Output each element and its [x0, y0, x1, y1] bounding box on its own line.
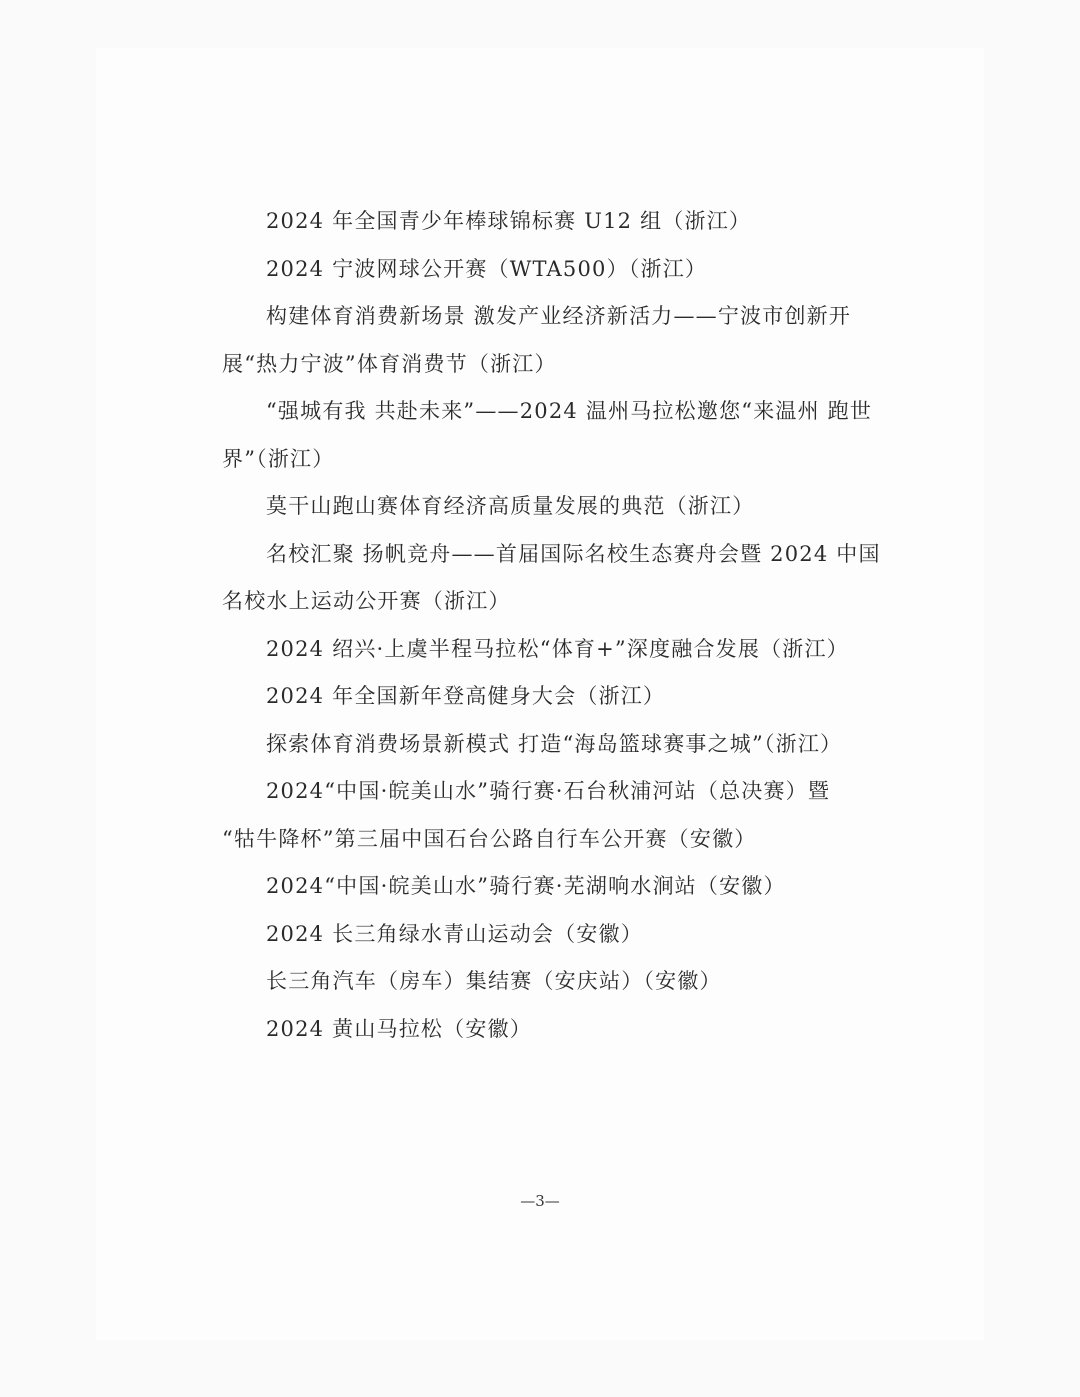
entry-line: 名校汇聚 扬帆竞舟——首届国际名校生态赛舟会暨 2024 中国: [266, 541, 881, 566]
list-item: [222, 958, 872, 1006]
entry-line: 2024 绍兴·上虞半程马拉松“体育+”深度融合发展（浙江）: [266, 636, 849, 661]
list-item: [222, 198, 872, 246]
list-item: [222, 483, 872, 531]
list-item: [222, 388, 872, 483]
entry-line: 构建体育消费新场景 激发产业经济新活力——宁波市创新开: [266, 304, 852, 328]
entry-line: 2024 长三角绿水青山运动会（安徽）: [266, 921, 643, 946]
page-number: —3—: [520, 1192, 560, 1210]
entry-line: 2024 年全国新年登高健身大会（浙江）: [266, 684, 666, 708]
entry-line: 2024 黄山马拉松（安徽）: [266, 1016, 532, 1041]
list-item: [222, 911, 872, 959]
list-item: [222, 673, 872, 721]
entry-line: 2024“中国·皖美山水”骑行赛·芜湖响水涧站（安徽）: [266, 874, 786, 898]
entry-continuation-line: “牯牛降杯”第三届中国石台公路自行车公开赛（安徽）: [222, 826, 757, 851]
entry-continuation-line: 界”（浙江）: [222, 446, 335, 471]
list-item: [222, 863, 872, 911]
list-item: [222, 721, 872, 769]
entry-line: 2024 年全国青少年棒球锦标赛 U12 组（浙江）: [266, 209, 752, 233]
list-item: [222, 626, 872, 674]
list-item: [222, 531, 881, 626]
entry-line: 长三角汽车（房车）集结赛（安庆站）（安徽）: [266, 969, 722, 993]
list-item: [222, 1006, 872, 1054]
event-list: [222, 198, 881, 1053]
entry-line: 莫干山跑山赛体育经济高质量发展的典范（浙江）: [266, 494, 755, 518]
entry-line: 2024 宁波网球公开赛（WTA500）（浙江）: [266, 256, 708, 281]
entry-line: 探索体育消费场景新模式 打造“海岛篮球赛事之城”（浙江）: [266, 731, 843, 756]
entry-line: 2024“中国·皖美山水”骑行赛·石台秋浦河站（总决赛）暨: [266, 779, 831, 803]
entry-continuation-line: 名校水上运动公开赛（浙江）: [222, 589, 511, 613]
entry-continuation-line: 展“热力宁波”体育消费节（浙江）: [222, 351, 557, 376]
list-item: [222, 768, 872, 863]
entry-line: “强城有我 共赴未来”——2024 温州马拉松邀您“来温州 跑世: [266, 399, 873, 423]
list-item: [222, 246, 872, 294]
list-item: [222, 293, 872, 388]
